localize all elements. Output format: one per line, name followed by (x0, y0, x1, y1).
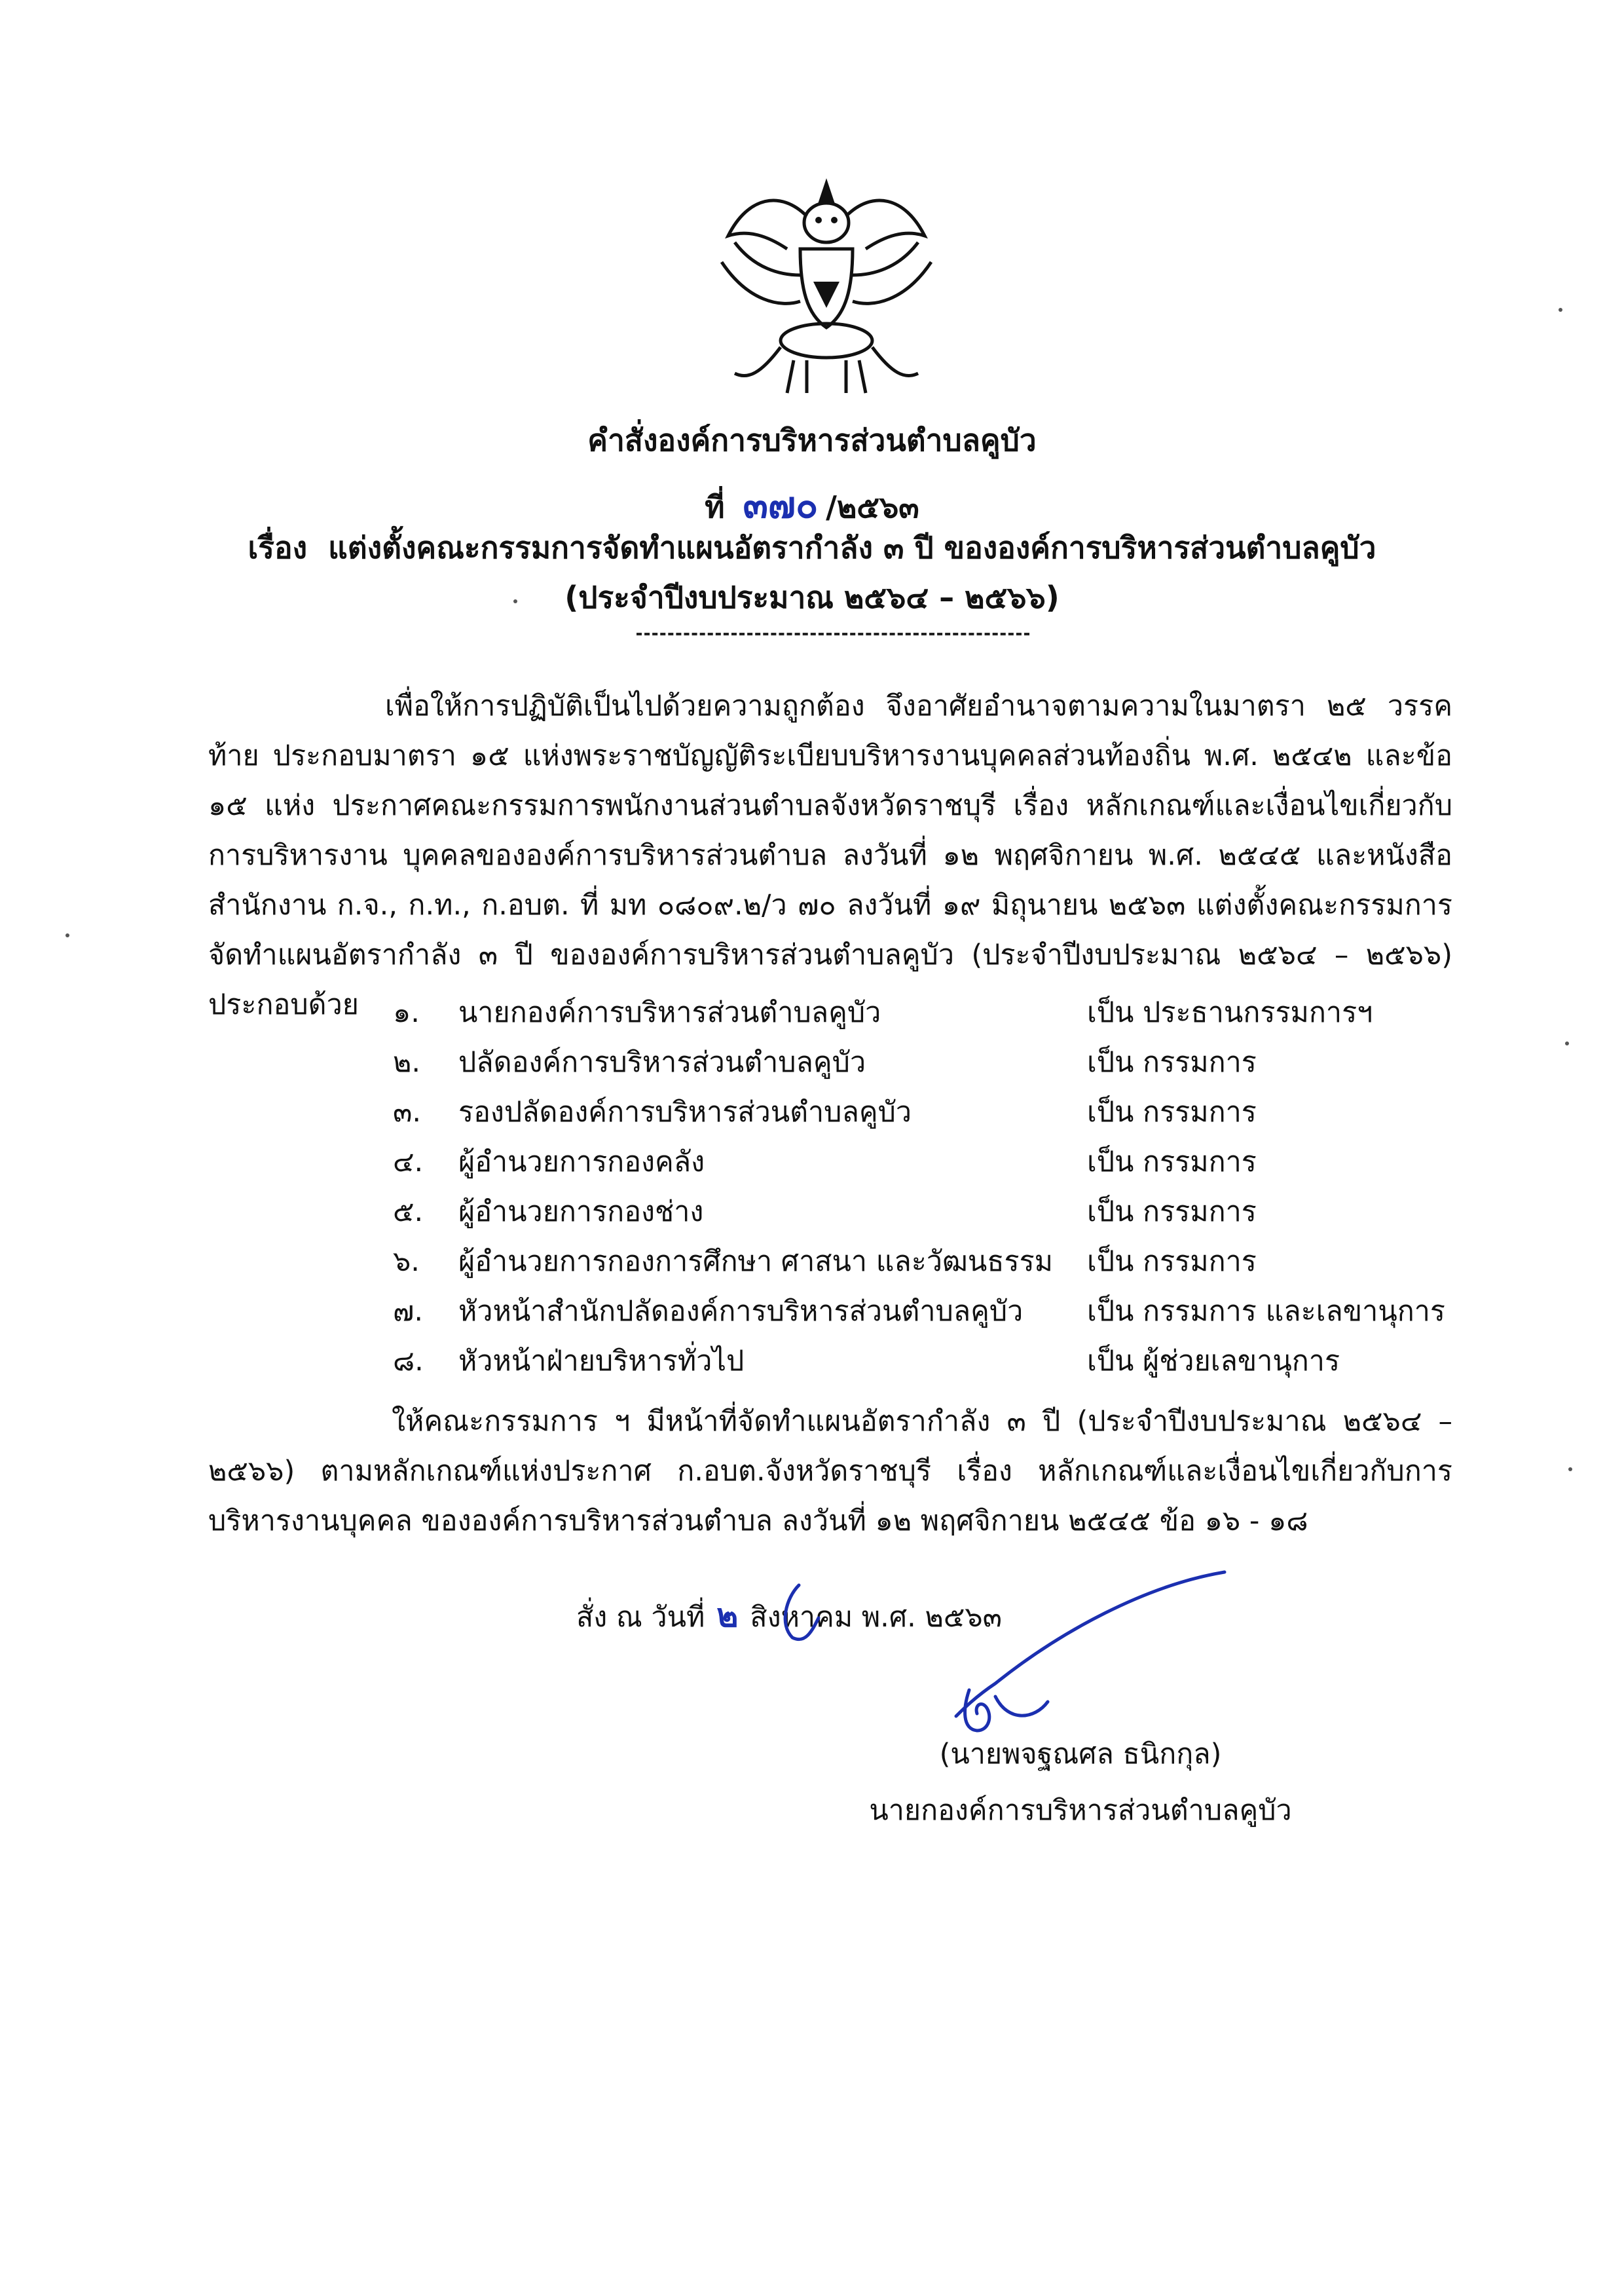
scan-speck (1559, 308, 1562, 312)
committee-list (393, 988, 1506, 1386)
list-item (393, 1237, 1506, 1286)
item-role: เป็น กรรมการ (1087, 1195, 1257, 1228)
item-role: เป็น กรรมการ และเลขานุการ (1087, 1295, 1445, 1328)
garuda-emblem-icon (709, 177, 944, 400)
item-number: ๓. (393, 1096, 422, 1129)
signature-icon (720, 1559, 1244, 1755)
order-number-handwritten: ๓๗๐ (743, 484, 819, 527)
item-number: ๔. (393, 1146, 424, 1178)
item-role: เป็น กรรมการ (1087, 1146, 1257, 1178)
signer-name: (นายพจฐณศล ธนิกกุล) (939, 1738, 1222, 1771)
item-position: หัวหน้าสำนักปลัดองค์การบริหารส่วนตำบลคูบัว (458, 1295, 1024, 1328)
item-number: ๕. (393, 1195, 424, 1228)
list-item (393, 1137, 1506, 1187)
order-number-suffix: /๒๕๖๓ (826, 489, 919, 525)
list-item (393, 1187, 1506, 1237)
subject-line (0, 524, 1624, 572)
item-role: เป็น กรรมการ (1087, 1046, 1257, 1079)
separator-line (637, 633, 1029, 635)
scan-speck (513, 599, 517, 603)
item-number: ๖. (393, 1245, 420, 1278)
item-position: นายกองค์การบริหารส่วนตำบลคูบัว (458, 996, 881, 1029)
body-paragraph-2: ให้คณะกรรมการ ฯ มีหน้าที่จัดทำแผนอัตรากำลัง ๓ ปี (ประจำปีงบประมาณ ๒๕๖๔ – ๒๕๖๖) ตามหลักเกณฑ์แห่งประกาศ ก.อบต.จังหวัดราชบุรี เรื่อง หลักเกณฑ์และเงื่อนไขเกี่ยวกับการบริหารงานบุคคล ขององค์การบริหารส่วนตำบล ลงวันที่ ๑๒ พฤศจิกายน ๒๕๔๕ ข้อ ๑๖ - ๑๘ (208, 1405, 1452, 1537)
signer-title: นายกองค์การบริหารส่วนตำบลคูบัว (869, 1794, 1292, 1827)
item-position: ผู้อำนวยการกองคลัง (458, 1146, 705, 1178)
item-position: ผู้อำนวยการกองช่าง (458, 1195, 704, 1228)
list-item (393, 1038, 1506, 1087)
item-number: ๒. (393, 1046, 421, 1079)
document-title: คำสั่งองค์การบริหารส่วนตำบลคูบัว (587, 422, 1037, 458)
subject-label: เรื่อง (248, 530, 308, 565)
item-position: หัวหน้าฝ่ายบริหารทั่วไป (458, 1345, 745, 1378)
item-role: เป็น ประธานกรรมการฯ (1087, 996, 1373, 1029)
order-number-prefix: ที่ (705, 489, 725, 525)
list-item (393, 1087, 1506, 1137)
scan-speck (65, 933, 69, 937)
list-item (393, 988, 1506, 1038)
item-position: ปลัดองค์การบริหารส่วนตำบลคูบัว (458, 1046, 866, 1079)
subject-text: แต่งตั้งคณะกรรมการจัดทำแผนอัตรากำลัง ๓ ปี ขององค์การบริหารส่วนตำบลคูบัว (328, 530, 1376, 565)
given-date-suffix: สิงหาคม พ.ศ. ๒๕๖๓ (750, 1601, 1003, 1634)
item-number: ๗. (393, 1295, 424, 1328)
item-position: รองปลัดองค์การบริหารส่วนตำบลคูบัว (458, 1096, 912, 1129)
item-role: เป็น กรรมการ (1087, 1096, 1257, 1129)
item-position: ผู้อำนวยการกองการศึกษา ศาสนา และวัฒนธรรม (458, 1245, 1054, 1278)
item-role: เป็น ผู้ช่วยเลขานุการ (1087, 1345, 1340, 1378)
body-paragraph-1: เพื่อให้การปฏิบัติเป็นไปด้วยความถูกต้อง จึงอาศัยอำนาจตามความในมาตรา ๒๕ วรรคท้าย ประกอบมาตรา ๑๕ แห่งพระราชบัญญัติระเบียบบริหารงานบุคคลส่วนท้องถิ่น พ.ศ. ๒๕๔๒ และข้อ ๑๕ แห่ง ประกาศคณะกรรมการพนักงานส่วนตำบลจังหวัดราชบุรี เรื่อง หลักเกณฑ์และเงื่อนไขเกี่ยวกับการบริหารงาน บุคคลขององค์การบริหารส่วนตำบล ลงวันที่ ๑๒ พฤศจิกายน พ.ศ. ๒๕๔๕ และหนังสือสำนักงาน ก.จ., ก.ท., ก.อบต. ที่ มท ๐๘๐๙.๒/ว ๗๐ ลงวันที่ ๑๙ มิถุนายน ๒๕๖๓ แต่งตั้งคณะกรรมการจัดทำแผนอัตรากำลัง ๓ ปี ขององค์การบริหารส่วนตำบลคูบัว (ประจำปีงบประมาณ ๒๕๖๔ – ๒๕๖๖) ประกอบด้วย (208, 690, 1452, 1021)
list-item (393, 1336, 1506, 1386)
fiscal-year: (ประจำปีงบประมาณ ๒๕๖๔ – ๒๕๖๖) (564, 580, 1060, 615)
given-date-prefix: สั่ง ณ วันที่ (576, 1601, 705, 1634)
item-number: ๑. (393, 996, 420, 1029)
list-item (393, 1286, 1506, 1336)
given-day-handwritten: ๒ (716, 1596, 739, 1634)
item-role: เป็น กรรมการ (1087, 1245, 1257, 1278)
scan-speck (1565, 1042, 1569, 1045)
item-number: ๘. (393, 1345, 424, 1378)
scan-speck (1568, 1467, 1572, 1471)
